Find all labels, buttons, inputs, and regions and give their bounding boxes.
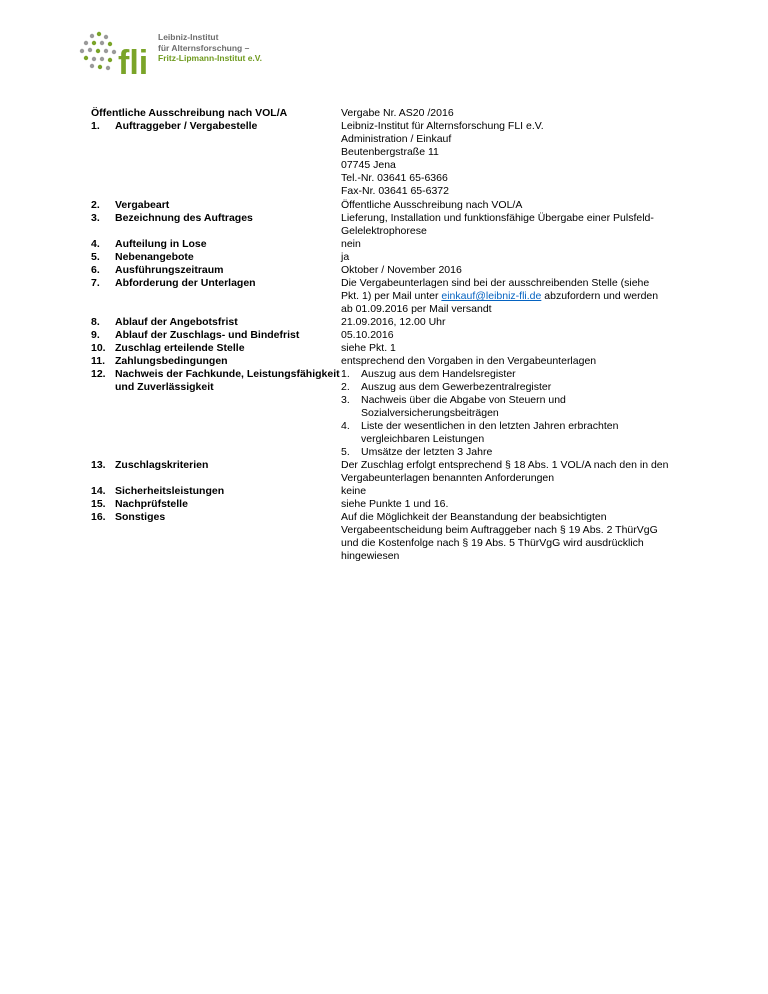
- logo-dots-icon: [80, 32, 116, 70]
- kriterien-line-1: Der Zuschlag erfolgt entsprechend § 18 Abs. 1 VOL/A nach den in den: [341, 459, 669, 471]
- department: Administration / Einkauf: [341, 133, 452, 145]
- vergabe-nr: Vergabe Nr. AS20 /2016: [341, 107, 454, 119]
- label-12-cont: und Zuverlässigkeit: [115, 381, 214, 393]
- label-10: 10. Zuschlag erteilende Stelle: [91, 342, 245, 354]
- nachweis-item-3-cont: Sozialversicherungsbeiträgen: [361, 407, 499, 419]
- nachweis-item-1: 1. Auszug aus dem Handelsregister: [341, 368, 516, 380]
- label-3: 3. Bezeichnung des Auftrages: [91, 212, 253, 224]
- unterlagen-line-3: ab 01.09.2016 per Mail versandt: [341, 303, 492, 315]
- unterlagen-line-2: Pkt. 1) per Mail unter einkauf@leibniz-fli.de abzufordern und werden: [341, 290, 659, 302]
- logo-wordmark: fli: [118, 44, 149, 80]
- sonstiges-line-1: Auf die Möglichkeit der Beanstandung der beabsichtigten: [341, 511, 607, 523]
- institute-line-2: für Alternsforschung –: [158, 42, 250, 53]
- bindefrist-value: 05.10.2016: [341, 329, 394, 341]
- nachweis-item-5: 5. Umsätze der letzten 3 Jahre: [341, 446, 493, 458]
- lose-value: nein: [341, 238, 361, 250]
- kriterien-line-2: Vergabeunterlagen benannten Anforderungen: [341, 472, 555, 484]
- angebotsfrist-value: 21.09.2016, 12.00 Uhr: [341, 316, 446, 328]
- label-8: 8. Ablauf der Angebotsfrist: [91, 316, 238, 328]
- label-16: 16. Sonstiges: [91, 511, 166, 523]
- unterlagen-line-1: Die Vergabeunterlagen sind bei der ausschreibenden Stelle (siehe: [341, 277, 650, 289]
- street: Beutenbergstraße 11: [341, 146, 439, 158]
- label-6: 6. Ausführungszeitraum: [91, 264, 224, 276]
- label-1: 1. Auftraggeber / Vergabestelle: [91, 120, 258, 132]
- label-15: 15. Nachprüfstelle: [91, 498, 188, 510]
- sonstiges-line-2: Vergabeentscheidung beim Auftraggeber nach § 19 Abs. 2 ThürVgG: [341, 524, 658, 536]
- label-11: 11. Zahlungsbedingungen: [91, 355, 228, 367]
- city: 07745 Jena: [341, 159, 396, 171]
- label-2: 2. Vergabeart: [91, 199, 170, 211]
- institute-line-3: Fritz-Lipmann-Institut e.V.: [158, 53, 263, 63]
- vergabeart-value: Öffentliche Ausschreibung nach VOL/A: [341, 199, 523, 211]
- auftrag-line-2: Gelelektrophorese: [341, 225, 427, 237]
- label-14: 14. Sicherheitsleistungen: [91, 485, 225, 497]
- document-title: Öffentliche Ausschreibung nach VOL/A: [91, 107, 288, 119]
- label-5: 5. Nebenangebote: [91, 251, 194, 263]
- nachweis-item-4: 4. Liste der wesentlichen in den letzten Jahren erbrachten: [341, 420, 619, 432]
- org-name: Leibniz-Institut für Alternsforschung FLI e.V.: [341, 120, 544, 132]
- zahlung-value: entsprechend den Vorgaben in den Vergabeunterlagen: [341, 355, 597, 367]
- label-9: 9. Ablauf der Zuschlags- und Bindefrist: [91, 329, 300, 341]
- institute-name: [158, 32, 288, 64]
- label-4: 4. Aufteilung in Lose: [91, 238, 207, 250]
- fax: Fax-Nr. 03641 65-6372: [341, 185, 449, 197]
- zuschlag-stelle-value: siehe Pkt. 1: [341, 342, 396, 354]
- sicherheit-value: keine: [341, 485, 367, 497]
- sonstiges-line-3: und die Kostenfolge nach § 19 Abs. 5 ThürVgG wird ausdrücklich: [341, 537, 644, 549]
- email-link[interactable]: einkauf@leibniz-fli.de: [441, 290, 542, 302]
- auftrag-line-1: Lieferung, Installation und funktionsfähige Übergabe einer Pulsfeld-: [341, 212, 654, 224]
- zeitraum-value: Oktober / November 2016: [341, 264, 462, 276]
- nachweis-item-4-cont: vergleichbaren Leistungen: [361, 433, 485, 445]
- nachpruef-value: siehe Punkte 1 und 16.: [341, 498, 449, 510]
- phone: Tel.-Nr. 03641 65-6366: [341, 172, 448, 184]
- nebenangebote-value: ja: [341, 251, 350, 263]
- nachweis-item-2: 2. Auszug aus dem Gewerbezentralregister: [341, 381, 552, 393]
- label-13: 13. Zuschlagskriterien: [91, 459, 209, 471]
- nachweis-item-3: 3. Nachweis über die Abgabe von Steuern und: [341, 394, 566, 406]
- sonstiges-line-4: hingewiesen: [341, 550, 400, 562]
- label-12: 12. Nachweis der Fachkunde, Leistungsfähigkeit: [91, 368, 340, 380]
- institute-line-1: Leibniz-Institut: [158, 32, 219, 42]
- label-7: 7. Abforderung der Unterlagen: [91, 277, 256, 289]
